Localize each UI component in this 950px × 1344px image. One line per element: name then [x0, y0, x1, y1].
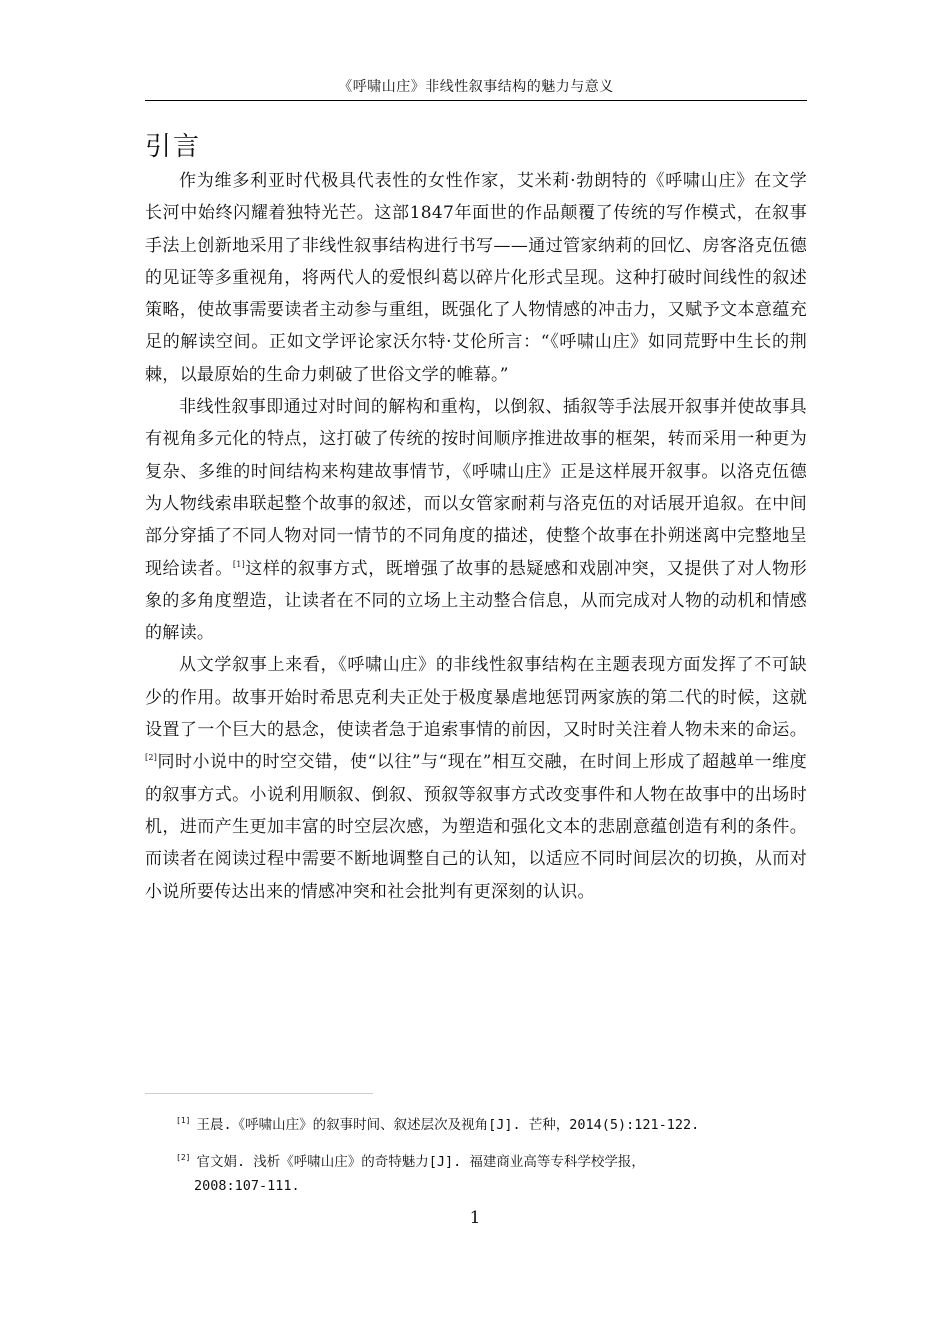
footnote-1-number: [1]: [176, 1116, 191, 1125]
footnote-1: [176, 1109, 806, 1137]
running-header: 《呼啸山庄》非线性叙事结构的魅力与意义: [338, 79, 614, 95]
body-text: [145, 165, 807, 908]
paragraph-3-text-before: 从文学叙事上来看，《呼啸山庄》的非线性叙事结构在主题表现方面发挥了不可缺少的作用。故事开始时希思克利夫正处于极度暴虐地惩罚两家族的第二代的时候，这就设置了一个巨大的悬念，使读者急于追索事情的前因，又时时关注着人物未来的命运。: [145, 655, 807, 741]
footnote-ref-1[interactable]: [1]: [232, 559, 246, 569]
paragraph-1-text: 作为维多利亚时代极具代表性的女性作家，艾米莉·勃朗特的《呼啸山庄》在文学长河中始终闪耀着独特光芒。这部1847年面世的作品颠覆了传统的写作模式，在叙事手法上创新地采用了非线性叙事结构进行书写——通过管家纳莉的回忆、房客洛克伍德的见证等多重视角，将两代人的爱恨纠葛以碎片化形式呈现。这种打破时间线性的叙述策略，使故事需要读者主动参与重组，既强化了人物情感的冲击力，又赋予文本意蕴充足的解读空间。正如文学评论家沃尔特·艾伦所言：“《呼啸山庄》如同荒野中生长的荆棘，以最原始的生命力刺破了世俗文学的帷幕。”: [145, 171, 807, 385]
footnote-1-text: 王晨.《呼啸山庄》的叙事时间、叙述层次及视角[J]. 芒种，2014(5):121-122.: [196, 1117, 700, 1133]
paragraph-2-text-before: 非线性叙事即通过对时间的解构和重构，以倒叙、插叙等手法展开叙事并使故事具有视角多元化的特点，这打破了传统的按时间顺序推进故事的框架，转而采用一种更为复杂、多维的时间结构来构建故事情节，《呼啸山庄》正是这样展开叙事。以洛克伍德为人物线索串联起整个故事的叙述，而以女管家耐莉与洛克伍的对话展开追叙。在中间部分穿插了不同人物对同一情节的不同角度的描述，使整个故事在扑朔迷离中完整地呈现给读者。: [145, 397, 807, 579]
page-number: 1: [469, 1208, 481, 1228]
paragraph-3-text-after: 同时小说中的时空交错，使“以往”与“现在”相互交融，在时间上形成了超越单一维度的叙事方式。小说利用顺叙、倒叙、预叙等叙事方式改变事件和人物在故事中的出场时机，进而产生更加丰富的时空层次感，为塑造和强化文本的悲剧意蕴创造有利的条件。而读者在阅读过程中需要不断地调整自己的认知，以适应不同时间层次的切换，从而对小说所要传达出来的情感冲突和社会批判有更深刻的认识。: [145, 752, 807, 902]
footnote-2-text: 官文娟. 浅析《呼啸山庄》的奇特魅力[J]. 福建商业高等专科学校学报，: [196, 1154, 645, 1170]
section-heading: 引言: [145, 132, 202, 162]
footnote-ref-2[interactable]: [2]: [145, 753, 158, 763]
footnote-separator: [145, 1093, 373, 1094]
paragraph-1: [145, 165, 807, 391]
footnote-2-number: [2]: [176, 1153, 191, 1162]
paragraph-2-text-after: 这样的叙事方式，既增强了故事的悬疑感和戏剧冲突，又提供了对人物形象的多角度塑造，让读者在不同的立场上主动整合信息，从而完成对人物的动机和情感的解读。: [145, 558, 807, 644]
footnote-2: [176, 1146, 806, 1198]
footnotes: [176, 1109, 806, 1207]
footnote-2-continuation: 2008:107-111.: [194, 1178, 300, 1194]
paragraph-3: [145, 649, 807, 907]
header-rule: [145, 100, 807, 101]
paragraph-2: [145, 391, 807, 649]
